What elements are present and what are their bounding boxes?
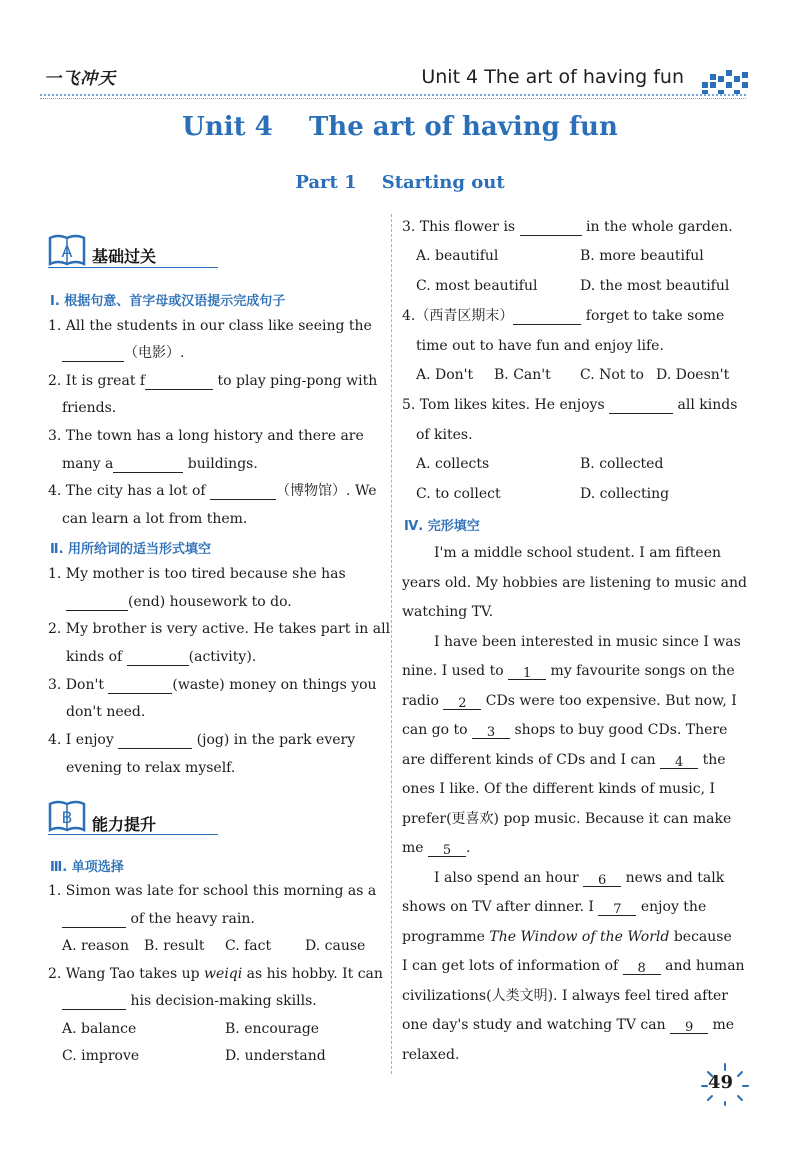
answer-blank[interactable]: [145, 375, 213, 390]
q4-line-2: time out to have fun and enjoy life.: [416, 338, 664, 354]
p1-line-6: many a buildings.: [62, 456, 258, 472]
section-a-badge-letter: A: [61, 242, 73, 261]
cloze-text: civilizations(人类文明). I always feel tired after: [402, 987, 728, 1004]
answer-blank[interactable]: [520, 221, 582, 236]
answer-blank[interactable]: [62, 995, 126, 1010]
q1-line-1: 1. Simon was late for school this morning as a: [48, 883, 377, 899]
q4-option-c[interactable]: C. Not to: [580, 367, 644, 383]
p2-line-7: 4. I enjoy (jog) in the park every: [48, 732, 356, 748]
cloze-blank[interactable]: 3: [472, 724, 510, 739]
cloze-text: I have been interested in music since I was: [434, 633, 741, 650]
q5-option-d[interactable]: D. collecting: [580, 486, 670, 502]
p2-line-6: don't need.: [66, 704, 146, 720]
p1-line-1: 1. All the students in our class like seeing the: [48, 318, 372, 334]
answer-blank[interactable]: [127, 651, 189, 666]
part-1-heading: Ⅰ. 根据句意、首字母或汉语提示完成句子: [50, 294, 286, 309]
answer-blank[interactable]: [66, 596, 128, 611]
cloze-text: years old. My hobbies are listening to music and: [402, 574, 747, 591]
answer-blank[interactable]: [113, 458, 183, 473]
q3-option-d[interactable]: D. the most beautiful: [580, 278, 730, 294]
p2-line-8: evening to relax myself.: [66, 760, 236, 776]
q4-line-1: 4.（西青区期末） forget to take some: [402, 308, 725, 324]
part-3-heading: Ⅲ. 单项选择: [50, 860, 124, 875]
p1-line-3: 2. It is great f to play ping-pong with: [48, 373, 378, 389]
cloze-line: [434, 870, 724, 887]
part-2-heading: Ⅱ. 用所给词的适当形式填空: [50, 542, 212, 557]
cloze-text: I'm a middle school student. I am fifteen: [434, 545, 722, 561]
cloze-line: [402, 604, 493, 621]
cloze-text: can go to: [402, 722, 472, 738]
cloze-text: the: [698, 751, 726, 768]
cloze-text: and human: [660, 958, 745, 974]
answer-blank[interactable]: [609, 399, 673, 414]
p2-line-5: 3. Don't (waste) money on things you: [48, 677, 377, 693]
cloze-text: prefer(更喜欢) pop music. Because it can make: [402, 810, 732, 827]
section-b-underline: [48, 834, 218, 835]
cloze-line: [402, 811, 731, 828]
brand-logo: 一飞冲天: [44, 69, 116, 89]
answer-blank[interactable]: [118, 734, 192, 749]
cloze-blank[interactable]: 7: [598, 901, 636, 916]
q5-option-b[interactable]: B. collected: [580, 456, 664, 472]
q3-option-b[interactable]: B. more beautiful: [580, 248, 704, 264]
cloze-blank[interactable]: 5: [428, 842, 466, 857]
cloze-blank[interactable]: 4: [660, 754, 698, 769]
cloze-line: [402, 958, 745, 975]
cloze-line: [402, 752, 726, 769]
cloze-text: watching TV.: [402, 604, 494, 620]
cloze-text: ones I like. Of the different kinds of music, I: [402, 781, 716, 797]
cloze-text: me: [708, 1017, 735, 1033]
section-a-heading: 基础过关: [92, 247, 157, 266]
cloze-text: my favourite songs on the: [546, 663, 735, 679]
part-4-heading: Ⅳ. 完形填空: [404, 519, 480, 534]
q2-option-b[interactable]: B. encourage: [225, 1021, 320, 1037]
column-divider: [391, 214, 392, 1074]
q1-option-d[interactable]: D. cause: [305, 938, 366, 954]
answer-blank[interactable]: [108, 679, 172, 694]
cloze-line: [402, 1047, 459, 1064]
cloze-text: I can get lots of information of: [402, 958, 623, 974]
cloze-line: [402, 929, 732, 946]
p1-line-5: 3. The town has a long history and there are: [48, 428, 364, 444]
answer-blank[interactable]: [62, 347, 124, 362]
cloze-text: CDs were too expensive. But now, I: [481, 692, 737, 709]
cloze-blank[interactable]: 9: [670, 1019, 708, 1034]
cloze-line: [402, 1017, 734, 1034]
q2-line-1: 2. Wang Tao takes up weiqi as his hobby. It can: [48, 966, 383, 982]
q3-option-c[interactable]: C. most beautiful: [416, 278, 538, 294]
section-b-heading: 能力提升: [92, 815, 157, 834]
q2-line-2: his decision-making skills.: [62, 993, 317, 1010]
q4-option-a[interactable]: A. Don't: [416, 367, 474, 383]
section-a-underline: [48, 267, 218, 268]
cloze-line: [434, 634, 741, 651]
cloze-line: [402, 988, 728, 1005]
cloze-blank[interactable]: 8: [623, 960, 661, 975]
cloze-text: news and talk: [621, 869, 725, 886]
cloze-blank[interactable]: 1: [508, 665, 546, 680]
page-title: Unit 4 The art of having fun: [182, 112, 618, 142]
answer-blank[interactable]: [62, 913, 126, 928]
q5-line-1: 5. Tom likes kites. He enjoys all kinds: [402, 397, 738, 413]
cloze-line: [402, 575, 747, 592]
q1-line-2: of the heavy rain.: [62, 911, 255, 928]
section-b-book-icon: [48, 796, 86, 834]
cloze-text: one day's study and watching TV can: [402, 1017, 671, 1033]
q2-option-a[interactable]: A. balance: [62, 1021, 137, 1037]
cloze-blank[interactable]: 2: [443, 695, 481, 710]
cloze-line: [402, 840, 470, 857]
p1-line-4: friends.: [62, 400, 117, 416]
q1-option-a[interactable]: A. reason: [62, 938, 129, 954]
q3-option-a[interactable]: A. beautiful: [416, 248, 499, 264]
p2-line-1: 1. My mother is too tired because she has: [48, 566, 346, 582]
cloze-text: I also spend an hour: [434, 869, 584, 886]
cloze-text: shops to buy good CDs. There: [510, 722, 728, 738]
cloze-line: [402, 781, 715, 798]
grid-decoration-icon: [700, 64, 750, 96]
q5-option-a[interactable]: A. collects: [416, 456, 490, 472]
cloze-line: [402, 693, 737, 710]
cloze-text: radio: [402, 692, 444, 709]
p1-line-7: 4. The city has a lot of （博物馆）. We: [48, 483, 377, 499]
part-subtitle: Part 1 Starting out: [295, 172, 505, 193]
p2-line-3: 2. My brother is very active. He takes part in all: [48, 621, 391, 637]
q2-option-c[interactable]: C. improve: [62, 1048, 140, 1064]
cloze-line: [402, 899, 706, 916]
q1-option-c[interactable]: C. fact: [225, 938, 272, 954]
cloze-text: enjoy the: [636, 899, 707, 915]
cloze-text: me: [402, 840, 429, 856]
section-a-book-icon: [48, 230, 86, 268]
answer-blank[interactable]: [513, 310, 581, 325]
section-b-badge-letter: B: [61, 808, 73, 827]
programme-title: The Window of the World: [489, 928, 670, 945]
cloze-text: .: [466, 840, 471, 856]
q1-option-b[interactable]: B. result: [144, 938, 205, 954]
cloze-line: [402, 663, 735, 680]
cloze-text: are different kinds of CDs and I can: [402, 751, 661, 768]
q5-option-c[interactable]: C. to collect: [416, 486, 501, 502]
cloze-text: nine. I used to: [402, 663, 509, 679]
answer-blank[interactable]: [210, 485, 276, 500]
p1-line-2: （电影）.: [62, 345, 184, 362]
p1-line-8: can learn a lot from them.: [62, 511, 248, 527]
q5-line-2: of kites.: [416, 427, 473, 443]
page-number: 49: [708, 1072, 734, 1093]
cloze-text: shows on TV after dinner. I: [402, 899, 599, 915]
cloze-blank[interactable]: 6: [583, 872, 621, 887]
cloze-text: relaxed.: [402, 1046, 460, 1063]
running-title: Unit 4 The art of having fun: [421, 66, 684, 88]
cloze-line: [434, 545, 721, 562]
q4-option-d[interactable]: D. Doesn't: [656, 367, 730, 383]
q2-option-d[interactable]: D. understand: [225, 1048, 326, 1064]
header-rule-thin: [40, 98, 746, 99]
p2-line-4: kinds of (activity).: [66, 649, 257, 665]
q4-option-b[interactable]: B. Can't: [494, 367, 551, 383]
p2-line-2: (end) housework to do.: [66, 594, 292, 611]
cloze-line: [402, 722, 727, 739]
header-rule: [40, 94, 746, 96]
cloze-text: because: [669, 928, 732, 945]
cloze-text: programme: [402, 928, 490, 945]
q3-line-1: 3. This flower is in the whole garden.: [402, 219, 733, 235]
